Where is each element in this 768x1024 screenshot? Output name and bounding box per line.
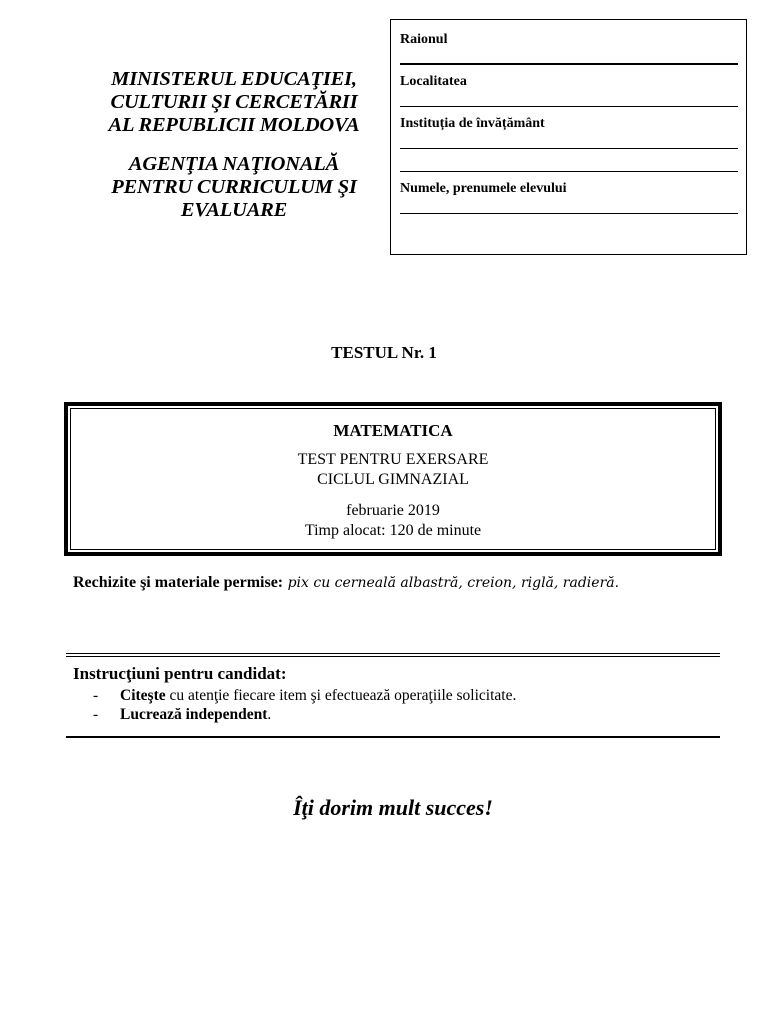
time-allotted: Timp alocat: 120 de minute bbox=[304, 522, 482, 539]
student-info-box bbox=[390, 19, 747, 255]
student-name-field[interactable] bbox=[400, 213, 738, 214]
agency-line-2: PENTRU CURRICULUM ŞI bbox=[111, 176, 357, 198]
agency-block bbox=[78, 153, 390, 222]
district-field[interactable] bbox=[400, 63, 738, 65]
issuer-header bbox=[78, 68, 390, 222]
institution-label: Instituția de învățământ bbox=[400, 116, 545, 131]
ministry-line-1: MINISTERUL EDUCAŢIEI, bbox=[111, 68, 357, 90]
good-luck-message: Îţi dorim mult succes! bbox=[293, 795, 493, 820]
allowed-materials bbox=[73, 574, 619, 592]
institution-field[interactable] bbox=[400, 148, 738, 149]
institution-field-2[interactable] bbox=[400, 171, 738, 172]
agency-line-3: EVALUARE bbox=[180, 199, 288, 221]
instructions-title: Instrucţiuni pentru candidat: bbox=[73, 664, 287, 683]
divider-top-2 bbox=[66, 656, 720, 657]
subject-box bbox=[64, 402, 722, 556]
materials-value: pix cu cerneală albastră, creion, riglă, radieră. bbox=[283, 575, 620, 591]
divider-bottom bbox=[66, 736, 720, 738]
divider-top-1 bbox=[66, 653, 720, 654]
subject-name: MATEMATICA bbox=[333, 421, 453, 440]
instruction-item: - Lucrează independent. bbox=[93, 706, 272, 723]
locality-label: Localitatea bbox=[400, 74, 467, 89]
instruction-item: - Citeşte cu atenţie fiecare item şi efectuează operaţiile solicitate. bbox=[93, 687, 517, 704]
locality-field[interactable] bbox=[400, 106, 738, 107]
district-label: Raionul bbox=[400, 32, 448, 47]
ministry-line-2: CULTURII ŞI CERCETĂRII bbox=[110, 91, 358, 113]
test-date: februarie 2019 bbox=[346, 502, 440, 519]
agency-line-1: AGENŢIA NAŢIONALĂ bbox=[128, 153, 340, 175]
materials-label: Rechizite şi materiale permise: bbox=[73, 574, 284, 591]
ministry-line-3: AL REPUBLICII MOLDOVA bbox=[108, 114, 360, 136]
test-cycle: CICLUL GIMNAZIAL bbox=[317, 471, 469, 488]
student-name-label: Numele, prenumele elevului bbox=[400, 181, 567, 196]
test-type: TEST PENTRU EXERSARE bbox=[297, 451, 489, 468]
test-title: TESTUL Nr. 1 bbox=[331, 343, 437, 362]
